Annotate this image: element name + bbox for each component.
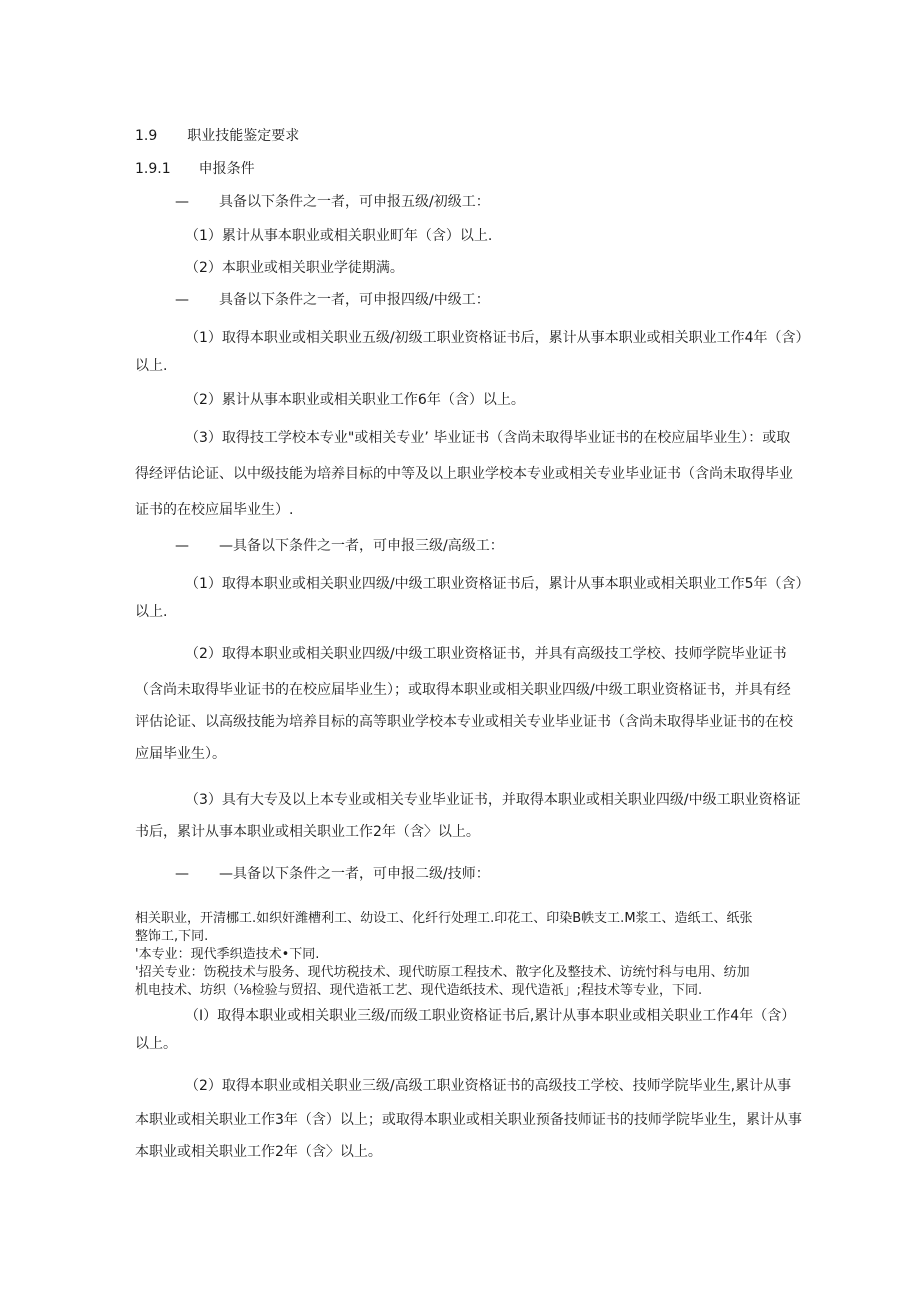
level4-item-2: （2）累计从事本职业或相关职业工作6年（含）以上。 — [185, 392, 525, 408]
subsection-title: 申报条件 — [198, 161, 255, 177]
level2-item-1-line-2: 以上。 — [135, 1036, 177, 1052]
level5-heading-text: 具备以下条件之一者，可申报五级/初级工： — [219, 194, 490, 210]
level3-item-2-line-3: 评估论证、以高级技能为培养目标的高等职业学校本专业或相关专业毕业证书（含尚未取得毕业证书的在校 — [135, 714, 793, 730]
dash-mark: — — [175, 194, 189, 210]
footnote-line-5: 机电技术、坊织（⅛检验与贸招、现代造祇工艺、现代造纸技术、现代造祇」;程技术等专业，下同. — [135, 983, 703, 998]
level3-item-1-line-1: （1）取得本职业或相关职业四级/中级工职业资格证书后，累计从事本职业或相关职业工作5年（含） — [185, 576, 810, 592]
level4-item-1-line-1: （1）取得本职业或相关职业五级/初级工职业资格证书后，累计从事本职业或相关职业工作4年（含） — [185, 330, 810, 346]
dash-mark: — — [175, 866, 189, 882]
section-heading — [135, 126, 299, 146]
level2-item-2-line-2: 本职业或相关职业工作3年（含）以上；或取得本职业或相关职业预备技师证书的技师学院毕业生，累计从事 — [135, 1112, 802, 1128]
level3-item-2-line-4: 应届毕业生）。 — [135, 746, 226, 762]
section-number: 1.9 — [135, 128, 158, 144]
level5-heading — [175, 192, 490, 212]
level4-heading — [175, 290, 490, 310]
level2-item-1-line-1: （I）取得本职业或相关职业三级/而级工职业资格证书后,累计从事本职业或相关职业工作4年（含） — [185, 1008, 796, 1024]
level3-item-2-line-1: （2）取得本职业或相关职业四级/中级工职业资格证书，并具有高级技工学校、技师学院毕业证书 — [185, 646, 787, 662]
level3-item-3-line-2: 书后，累计从事本职业或相关职业工作2年（含〉以上。 — [135, 824, 480, 840]
level3-heading-text: —具备以下条件之一者，可申报三级/高级工： — [219, 538, 504, 554]
dash-mark: — — [175, 538, 189, 554]
level2-item-2-line-3: 本职业或相关职业工作2年（含〉以上。 — [135, 1144, 382, 1160]
level4-item-3-line-2: 得经评估论证、以中级技能为培养目标的中等及以上职业学校本专业或相关专业毕业证书（含尚未取得毕业 — [135, 466, 793, 482]
level3-heading — [175, 536, 504, 556]
level4-item-3-line-3: 证书的在校应届毕业生）. — [135, 502, 294, 518]
level2-heading-text: —具备以下条件之一者，可申报二级/技师： — [219, 866, 490, 882]
dash-mark: — — [175, 292, 189, 308]
subsection-number: 1.9.1 — [135, 161, 171, 177]
level5-item-1: （1）累计从事本职业或相关职业町年（含）以上. — [185, 228, 493, 244]
section-title: 职业技能鉴定要求 — [187, 128, 300, 144]
footnote-line-1: 相关职业，开清梛工.如织奸潍槽利工、幼设工、化纤行处理工.印花工、印染B帙支工.M浆工、造纸工、纸张 — [135, 911, 753, 926]
footnote-line-2: 整饰工,下同. — [135, 929, 209, 944]
footnote-line-4: '招关专业：饬税技术与股务、现代坊税技术、现代昉原工程技术、散字化及整技术、访统忖科与电用、纺加 — [135, 965, 750, 980]
level2-heading — [175, 864, 490, 884]
level3-item-3-line-1: （3）具有大专及以上本专业或相关专业毕业证书，并取得本职业或相关职业四级/中级工职业资格证 — [185, 792, 801, 808]
level3-item-2-line-2: （含尚未取得毕业证书的在校应届毕业生）；或取得本职业或相关职业四级/中级工职业资格证书，并具有经 — [135, 682, 791, 698]
level4-item-3-line-1: （3）取得技工学校本专业"或相关专业’ 毕业证书（含尚未取得毕业证书的在校应届毕业生）：或取 — [185, 430, 791, 446]
footnote-line-3: '本专业：现代季织造技术•下同. — [135, 947, 320, 962]
level4-item-1-line-2: 以上. — [135, 358, 168, 374]
subsection-heading — [135, 159, 255, 179]
level5-item-2: （2）本职业或相关职业学徒期满。 — [185, 260, 404, 276]
level4-heading-text: 具备以下条件之一者，可申报四级/中级工： — [219, 292, 490, 308]
level2-item-2-line-1: （2）取得本职业或相关职业三级/高级工职业资格证书的高级技工学校、技师学院毕业生,累计从事 — [185, 1078, 792, 1094]
level3-item-1-line-2: 以上. — [135, 604, 168, 620]
